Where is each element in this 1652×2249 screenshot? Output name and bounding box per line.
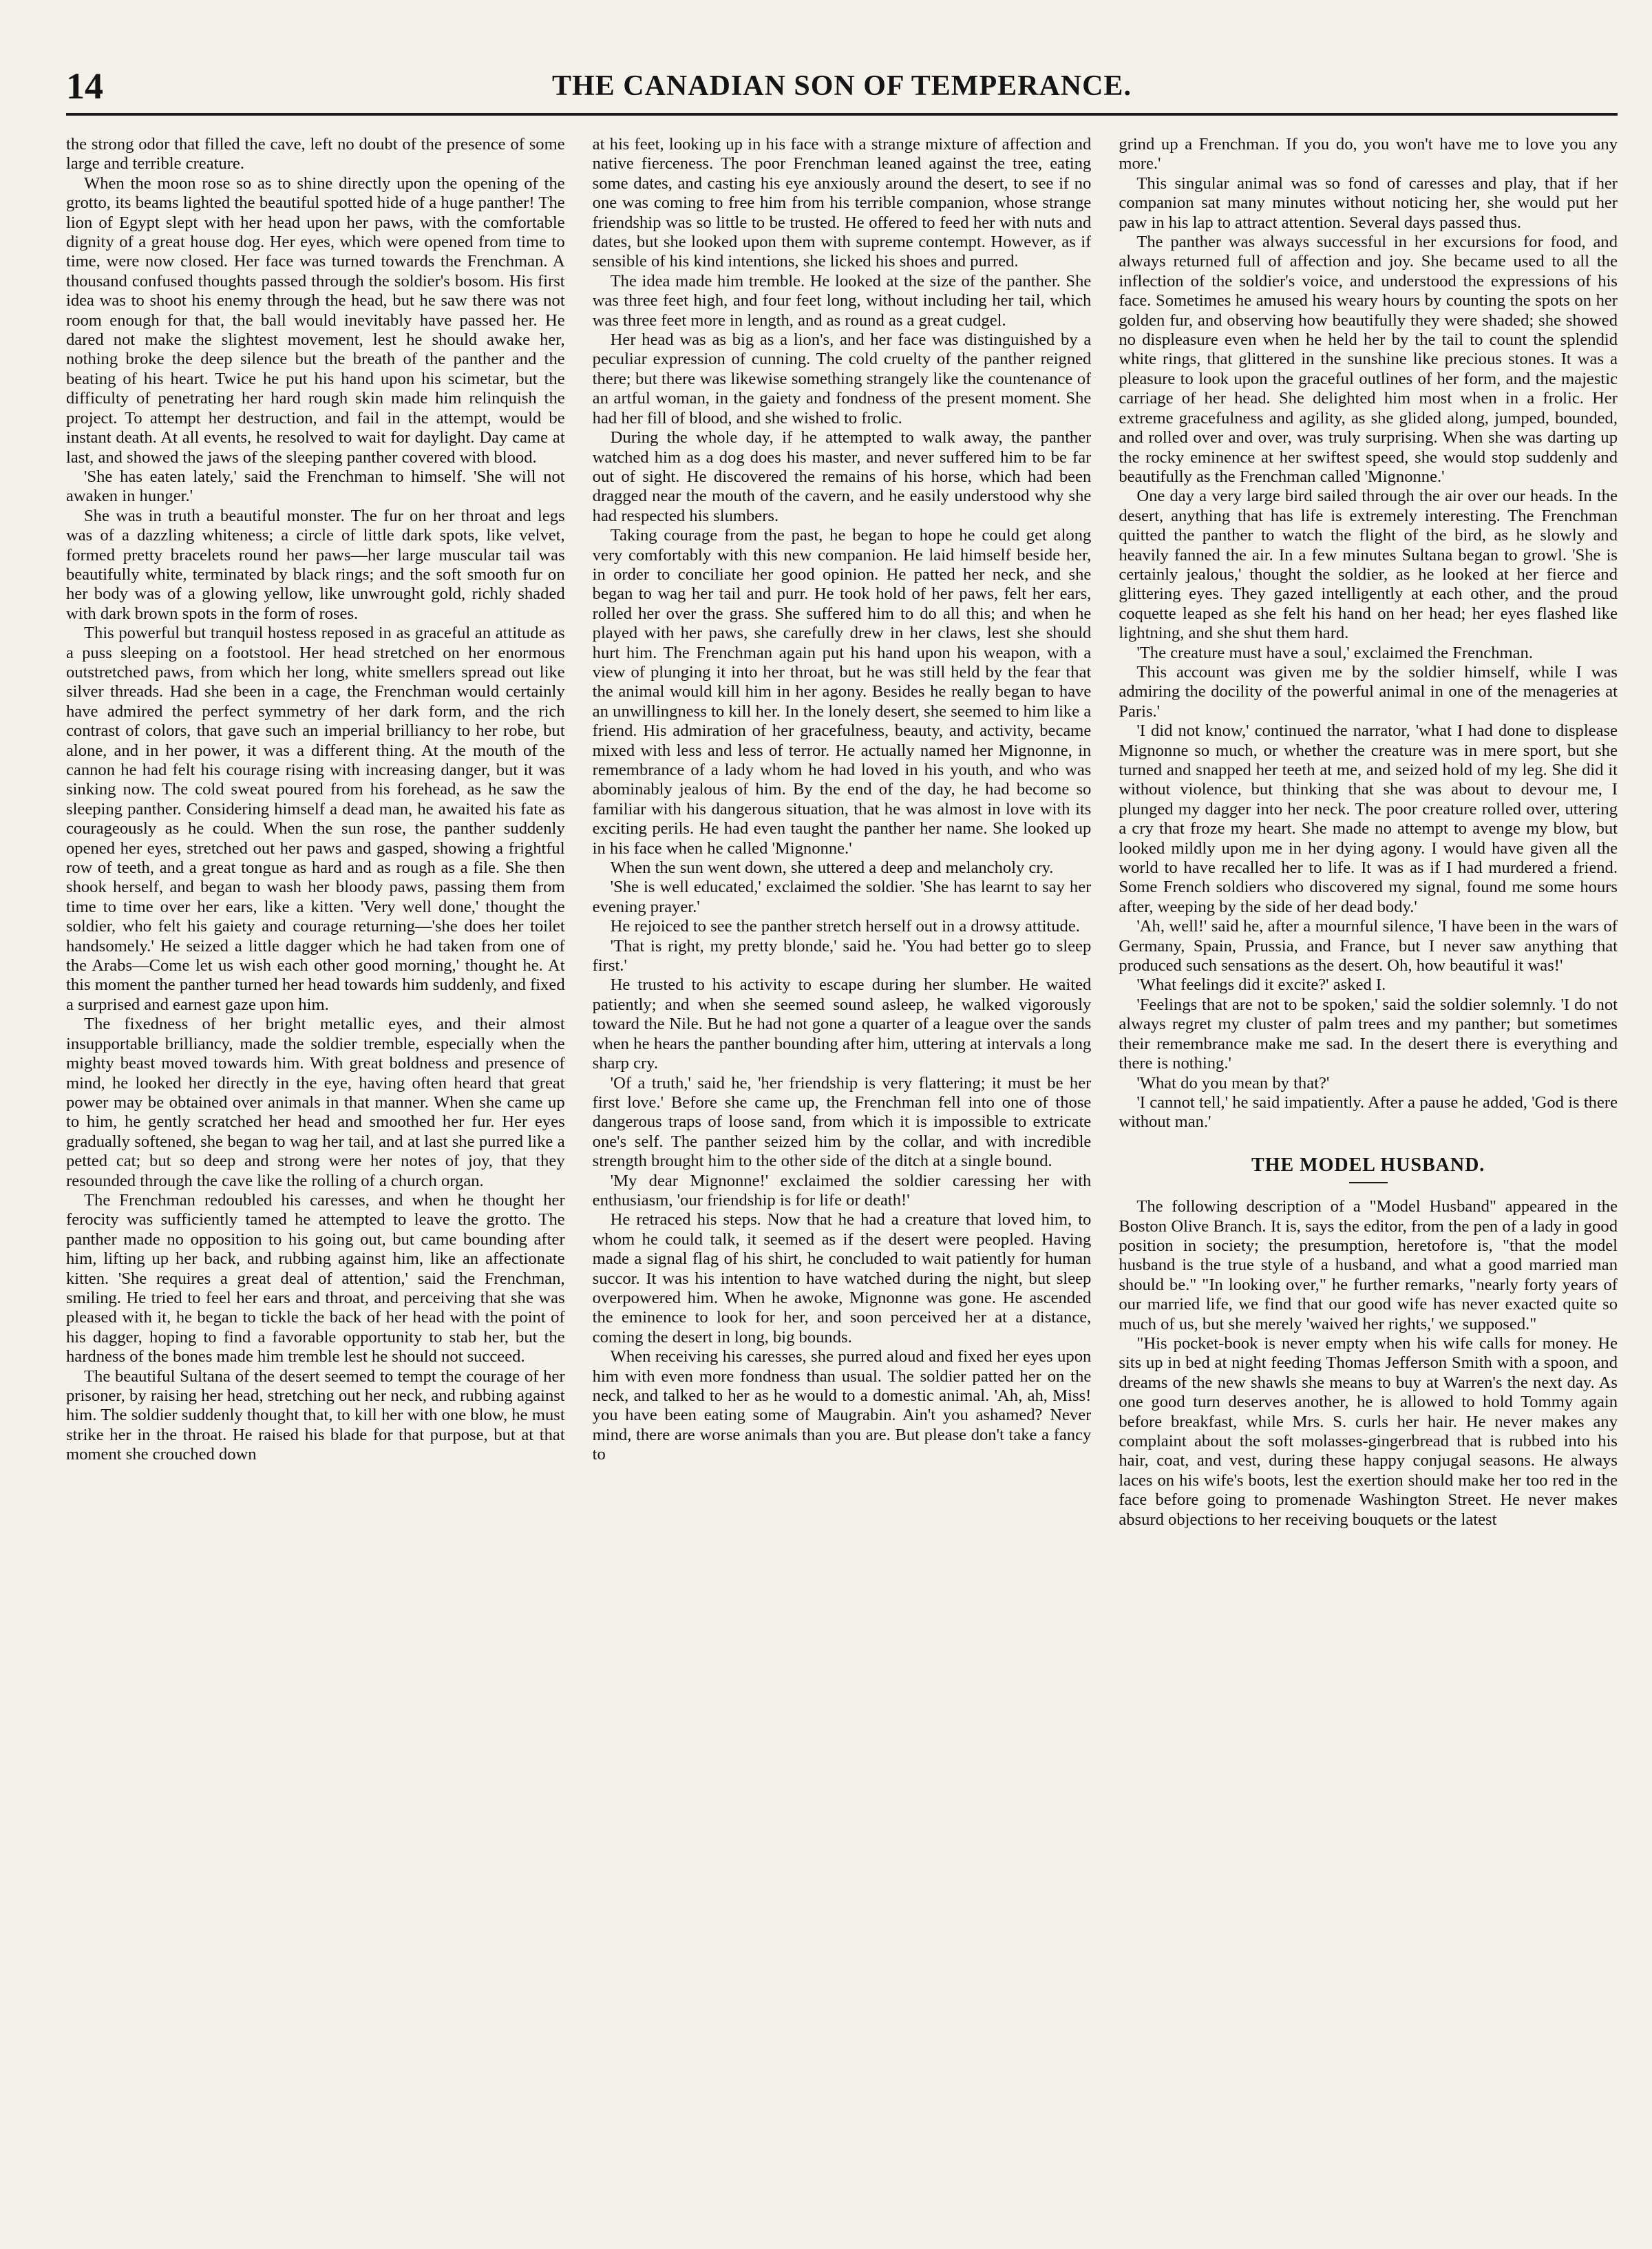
paragraph: The Frenchman redoubled his caresses, and when he thought her ferocity was sufficiently tamed he attempted to leave the grotto. The panther made no opposition to his going out, but came bounding after him, lifting up her back, and rubbing against him, like an affectionate kitten. 'She requires a great deal of attention,' said the Frenchman, smiling. He tried to feel her ears and throat, and perceiving that she was pleased with it, he began to tickle the back of her head with the point of his dagger, hoping to find a favorable opportunity to stab her, but the hardness of the bones made him tremble lest he should not succeed.	[66, 1190, 565, 1366]
paragraph: 'She has eaten lately,' said the Frenchman to himself. 'She will not awaken in hunger.'	[66, 467, 565, 506]
paragraph: Taking courage from the past, he began to hope he could get along very comfortably with this new companion. He laid himself beside her, in order to conciliate her good opinion. He patted her neck, and she began to wag her tail and purr. He took hold of her paws, felt her ears, rolled her over the grass. She suffered him to do all this; and when he played with her paws, she carefully drew in her claws, lest she should hurt him. The Frenchman again put his hand upon his weapon, with a view of plunging it into her throat, but he was still held by the fear that the animal would kill him in her agony. Besides he really began to have an unwillingness to kill her. In the lonely desert, she seemed to him like a friend. His admiration of her gracefulness, beauty, and activity, became mixed with less and less of terror. He actually named her Mignonne, in remembrance of a lady whom he had loved in his youth, and who was abominably jealous of him. By the end of the day, he had become so familiar with his dangerous situation, that he was almost in love with its exciting perils. He had even taught the panther her name. She looked up in his face when he called 'Mignonne.'	[592, 526, 1092, 858]
paragraph: When the sun went down, she uttered a deep and melancholy cry.	[610, 858, 1054, 878]
paragraph: 'That is right, my pretty blonde,' said he. 'You had better go to sleep first.'	[592, 936, 1092, 975]
article-columns	[66, 135, 1618, 2221]
column-3	[1119, 135, 1618, 2221]
journal-title: THE CANADIAN SON OF TEMPERANCE.	[552, 70, 1132, 102]
paragraph: 'My dear Mignonne!' exclaimed the soldier caressing her with enthusiasm, 'our friendship is for life or death!'	[592, 1171, 1092, 1210]
paragraph: The beautiful Sultana of the desert seemed to tempt the courage of her prisoner, by raising her head, stretching out her neck, and rubbing against him. The soldier suddenly thought that, to kill her with one blow, he must strike her in the throat. He raised his blade for that purpose, but at that moment she crouched down	[66, 1366, 565, 1464]
paragraph: He trusted to his activity to escape during her slumber. He waited patiently; and when she seemed sound asleep, he walked vigorously toward the Nile. But he had not gone a quarter of a league over the sands when he hears the panther bounding after him, uttering at intervals a long sharp cry.	[592, 975, 1092, 1073]
paragraph: 'What feelings did it excite?' asked I.	[1136, 975, 1386, 995]
paragraph: 'Ah, well!' said he, after a mournful silence, 'I have been in the wars of Germany, Spain, Prussia, and France, but I never saw anything that produced such sensations as the desert. Oh, how beautiful it was!'	[1119, 917, 1618, 975]
paragraph: 'She is well educated,' exclaimed the soldier. 'She has learnt to say her evening prayer.'	[592, 878, 1092, 916]
paragraph: The idea made him tremble. He looked at the size of the panther. She was three feet high, and four feet long, without including her tail, which was three feet more in length, and as round as a great cudgel.	[592, 271, 1092, 330]
paragraph: The panther was always successful in her excursions for food, and always returned full of affection and joy. She became used to all the inflection of the soldier's voice, and understood the expressions of his face. Sometimes he amused his weary hours by counting the spots on her golden fur, and observing how beautifully they were shaded; she showed no displeasure even when he held her by the tail to count the splendid white rings, that glittered in the sunshine like precious stones. It was a pleasure to look upon the graceful outlines of her form, and the majestic carriage of her head. She delighted him most when in a frolic. Her extreme gracefulness and agility, as she glided along, jumped, bounded, and rolled over and over, was truly surprising. When she was darting up the rocky eminence at her swiftest speed, she would stop suddenly and beautifully as the Frenchman called 'Mignonne.'	[1119, 233, 1618, 486]
paragraph: at his feet, looking up in his face with a strange mixture of affection and native fierceness. The poor Frenchman leaned against the tree, eating some dates, and casting his eye anxiously around the desert, to see if no one was coming to free him from his terrible companion, whose strange friendship was so little to be trusted. He offered to feed her with nuts and dates, but she looked upon them with supreme contempt. However, as if sensible of his kind intentions, she licked his shoes and purred.	[592, 135, 1092, 271]
column-1	[66, 135, 565, 2221]
paragraph: Her head was as big as a lion's, and her face was distinguished by a peculiar expression of cunning. The cold cruelty of the panther reigned there; but there was likewise something strangely like the countenance of an artful woman, in the gaiety and fondness of the present moment. She had her fill of blood, and she wished to frolic.	[592, 330, 1092, 427]
paragraph: 'I cannot tell,' he said impatiently. After a pause he added, 'God is there without man.'	[1119, 1092, 1618, 1132]
paragraph: He rejoiced to see the panther stretch herself out in a drowsy attitude.	[610, 917, 1080, 936]
paragraph: 'The creature must have a soul,' exclaimed the Frenchman.	[1136, 643, 1533, 662]
paragraph: 'I did not know,' continued the narrator, 'what I had done to displease Mignonne so much, or whether the creature was in mere sport, but she turned and snapped her teeth at me, and seized hold of my leg. She did it without violence, but thinking that she was about to devour me, I plunged my dagger into her neck. The poor creature rolled over, uttering a cry that froze my heart. She made no attempt to avenge my blow, but looked mildly upon me in her dying agony. I would have given all the world to have recalled her to life. It was as if I had murdered a friend. Some French soldiers who discovered my signal, found me some hours after, weeping by the side of her dead body.'	[1119, 721, 1618, 916]
column-2	[593, 135, 1092, 2221]
paragraph: The following description of a "Model Husband" appeared in the Boston Olive Branch. It is, says the editor, from the pen of a lady in good position in society; the presumption, heretofore is, "that the model husband is the true style of a husband, and what a good married man should be." "In looking over," he further remarks, "nearly forty years of our married life, we find that our good wife has never exacted quite so much of us, but she merely 'waived her rights,' we supposed."	[1119, 1197, 1618, 1333]
paragraph: When receiving his caresses, she purred aloud and fixed her eyes upon him with even more fondness than usual. The soldier patted her on the neck, and talked to her as he would to a domestic animal. 'Ah, ah, Miss! you have been eating some of Maugrabin. Ain't you ashamed? Never mind, there are worse animals than you are. But please don't take a fancy to	[592, 1347, 1092, 1464]
paragraph: She was in truth a beautiful monster. The fur on her throat and legs was of a dazzling whiteness; a circle of little dark spots, like velvet, formed pretty bracelets round her paws—her large muscular tail was beautifully white, terminated by black rings; and the soft smooth fur on her body was of a glowing yellow, like unwrought gold, richly shaded with dark brown spots in the form of roses.	[66, 506, 565, 623]
paragraph: 'Feelings that are not to be spoken,' said the soldier solemnly. 'I do not always regret my cluster of palm trees and my panther; but sometimes their remembrance make me sad. In the desert there is everything and there is nothing.'	[1119, 995, 1618, 1073]
paragraph: This powerful but tranquil hostess reposed in as graceful an attitude as a puss sleeping on a footstool. Her head stretched on her enormous outstretched paws, from which her long, white smellers spread out like silver threads. Had she been in a cage, the Frenchman would certainly have admired the perfect symmetry of her dark form, and the rich contrast of colors, that gave such an imperial brilliancy to her robe, but alone, and in her power, it was a different thing. At the mouth of the cannon he had felt his courage rising with increasing danger, but it was sinking now. The cold sweat poured from his forehead, as he saw the sleeping panther. Considering himself a dead man, he awaited his fate as courageously as he could. When the sun rose, the panther suddenly opened her eyes, stretched out her paws and gasped, showing a frightful row of teeth, and a great tongue as hard and as rough as a file. She then shook herself, and began to wash her bloody paws, passing them from time to time over her ears, like a kitten. 'Very well done,' thought the soldier, who felt his gaiety and courage returning—'she does her toilet handsomely.' He seized a little dagger which he had taken from one of the Arabs—Come let us wish each other good morning,' thought he. At this moment the panther turned her head towards him suddenly, and fixed a surprised and earnest gaze upon him.	[66, 624, 565, 1014]
paragraph: "His pocket-book is never empty when his wife calls for money. He sits up in bed at night feeding Thomas Jefferson Smith with a spoon, and dreams of the new shawls she means to buy at Warren's the next day. As one good turn deserves another, he is allowed to hold Tommy again before breakfast, while Mrs. S. curls her hair. He never makes any complaint about the soft molasses-gingerbread that is rubbed into his hair, coat, and vest, during these happy conjugal seasons. He always laces on his wife's boots, lest the exertion should make her too red in the face before going to promenade Washington Street. He never makes absurd objections to her receiving bouquets or the latest	[1119, 1333, 1618, 1529]
paragraph: This singular animal was so fond of caresses and play, that if her companion sat many minutes without noticing her, she would put her paw in his lap to attract attention. Several days passed thus.	[1119, 173, 1618, 232]
page-number: 14	[66, 65, 103, 107]
paragraph: grind up a Frenchman. If you do, you won't have me to love you any more.'	[1119, 135, 1618, 173]
paragraph: the strong odor that filled the cave, left no doubt of the presence of some large and terrible creature.	[66, 135, 565, 173]
section-heading-model-husband: THE MODEL HUSBAND.	[1251, 1154, 1485, 1176]
paragraph: This account was given me by the soldier himself, while I was admiring the docility of the powerful animal in one of the menageries at Paris.'	[1119, 662, 1618, 721]
paragraph: 'What do you mean by that?'	[1136, 1073, 1330, 1092]
paragraph: He retraced his steps. Now that he had a creature that loved him, to whom he could talk, it seemed as if the desert were peopled. Having made a signal flag of his shirt, he concluded to wait patiently for human succor. It was his intention to have watched during the night, but sleep overpowered him. When he awoke, Mignonne was gone. He ascended the eminence to look for her, and soon perceived her at a distance, coming the desert in long, big bounds.	[592, 1210, 1092, 1347]
paragraph: When the moon rose so as to shine directly upon the opening of the grotto, its beams lighted the beautiful spotted hide of a huge panther! The lion of Egypt slept with her head upon her paws, with the comfortable dignity of a great house dog. Her eyes, which were opened from time to time, were now closed. Her face was turned towards the Frenchman. A thousand confused thoughts passed through the soldier's bosom. His first idea was to shoot his enemy through the head, but he saw there was not room enough for that, the ball would inevitably have passed her. He dared not make the slightest movement, lest he should awake her, nothing broke the deep silence but the breath of the panther and the beating of his heart. Twice he put his hand upon his scimetar, but the difficulty of penetrating her hard rough skin made him relinquish the project. To attempt her destruction, and fail in the attempt, would be instant death. At all events, he resolved to wait for daylight. Day came at last, and showed the jaws of the sleeping panther covered with blood.	[66, 173, 565, 467]
paragraph: One day a very large bird sailed through the air over our heads. In the desert, anything that has life is extremely interesting. The Frenchman quitted the panther to watch the flight of the bird, as he slowly and heavily fanned the air. In a few minutes Sultana began to growl. 'She is certainly jealous,' thought the soldier, as he looked at her fierce and glittering eyes. They gazed intelligently at each other, and the proud coquette leaped as she felt his hand on her head; her eyes flashed like lightning, and she shut them hard.	[1119, 487, 1618, 643]
paragraph: 'Of a truth,' said he, 'her friendship is very flattering; it must be her first love.' Before she came up, the Frenchman fell into one of those dangerous traps of loose sand, from which it is impossible to extricate one's self. The panther seized him by the collar, and with incredible strength brought him to the other side of the ditch at a single bound.	[592, 1073, 1092, 1171]
paragraph: The fixedness of her bright metallic eyes, and their almost insupportable brilliancy, made the soldier tremble, especially when the mighty beast moved towards him. With great boldness and presence of mind, he looked her directly in the eye, having often heard that great power may be obtained over animals in that manner. When she came up to him, he gently scratched her head and smoothed her fur. Her eyes gradually softened, she began to wag her tail, and at last she purred like a petted cat; but so deep and strong were her notes of joy, that they resounded through the cave like the rolling of a church organ.	[66, 1015, 565, 1190]
paragraph: During the whole day, if he attempted to walk away, the panther watched him as a dog does his master, and never suffered him to be far out of sight. He discovered the remains of his horse, which had been dragged near the mouth of the cavern, and he easily understood why she had respected his slumbers.	[592, 428, 1092, 525]
masthead	[66, 63, 1618, 116]
section-divider	[1349, 1182, 1388, 1183]
